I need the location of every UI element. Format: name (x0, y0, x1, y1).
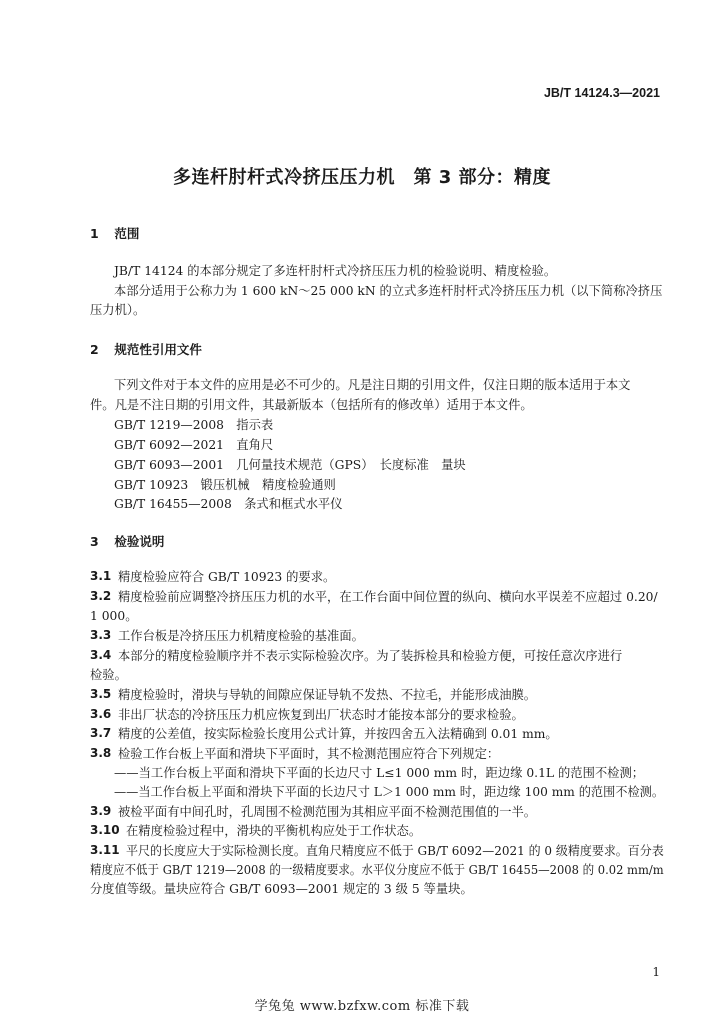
page-number: 1 (652, 965, 660, 979)
references-intro-line: 件。凡是不注日期的引用文件，其最新版本（包括所有的修改单）适用于本文件。 (90, 398, 533, 412)
document-title: 多连杆肘杆式冷挤压压力机 第 3 部分：精度 (172, 167, 552, 188)
clause-text: 精度的公差值，按实际检验长度用公式计算，并按四舍五入法精确到 0.01 mm。 (118, 727, 558, 741)
clause-number: 3.9 (90, 804, 112, 818)
clause-text: 工作台板是冷挤压压力机精度检验的基准面。 (118, 629, 364, 643)
clause-text: 检验工作台板上平面和滑块下平面时，其不检测范围应符合下列规定： (118, 747, 500, 761)
clause-number: 3.4 (90, 648, 112, 662)
references-intro-line: 下列文件对于本文件的应用是必不可少的。凡是注日期的引用文件，仅注日期的版本适用于本文 (114, 378, 631, 392)
clause-list-item: ——当工作台板上平面和滑块下平面的长边尺寸 L≤1 000 mm 时，距边缘 0.1L 的范围不检测； (114, 766, 645, 780)
clause-text: 精度检验应符合 GB/T 10923 的要求。 (118, 570, 336, 584)
section-number: 1 (90, 226, 99, 241)
section-heading-inspection (90, 532, 164, 550)
scope-paragraph-line: 本部分适用于公称力为 1 600 kN～25 000 kN 的立式多连杆肘杆式冷挤压压力机（以下简称冷挤压 (114, 284, 663, 298)
clause-text: 在精度检验过程中，滑块的平衡机构应处于工作状态。 (126, 824, 422, 838)
clause-text: 非出厂状态的冷挤压压力机应恢复到出厂状态时才能按本部分的要求检验。 (118, 708, 524, 722)
scope-paragraph-line: JB/T 14124 的本部分规定了多连杆肘杆式冷挤压压力机的检验说明、精度检验。 (114, 264, 557, 278)
reference-item: GB/T 6092—2021 直角尺 (114, 438, 274, 452)
clause-number: 3.11 (90, 843, 120, 857)
section-number: 3 (90, 534, 99, 549)
standard-code: JB/T 14124.3—2021 (543, 86, 660, 100)
section-heading-scope (90, 224, 139, 242)
clause-number: 3.8 (90, 746, 112, 760)
clause-number: 3.2 (90, 589, 112, 603)
clause-text: 精度检验时，滑块与导轨的间隙应保证导轨不发热、不拉毛，并能形成油膜。 (118, 688, 537, 702)
clause-text: 精度应不低于 GB/T 1219—2008 的一级精度要求。水平仪分度应不低于 GB/T 16455—2008 的 0.02 mm/m (90, 863, 664, 877)
reference-item: GB/T 1219—2008 指示表 (114, 418, 274, 432)
reference-item: GB/T 10923 锻压机械 精度检验通则 (114, 478, 336, 492)
clause-number: 3.6 (90, 707, 112, 721)
section-title: 检验说明 (114, 534, 165, 549)
clause-number: 3.3 (90, 628, 112, 642)
clause-text: 分度值等级。量块应符合 GB/T 6093—2001 规定的 3 级 5 等量块。 (90, 882, 473, 896)
clause-text: 本部分的精度检验顺序并不表示实际检验次序。为了装拆检具和检验方便，可按任意次序进行 (118, 649, 623, 663)
clause-number: 3.7 (90, 726, 112, 740)
clause-text: 平尺的长度应大于实际检测长度。直角尺精度应不低于 GB/T 6092—2021 的 0 级精度要求。百分表 (126, 844, 664, 858)
clause-text: 1 000。 (90, 609, 138, 623)
section-title: 范围 (114, 226, 140, 241)
clause-list-item: ——当工作台板上平面和滑块下平面的长边尺寸 L＞1 000 mm 时，距边缘 100 mm 的范围不检测。 (114, 785, 665, 799)
clause-number: 3.10 (90, 823, 120, 837)
section-heading-references (90, 340, 202, 358)
reference-item: GB/T 16455—2008 条式和框式水平仪 (114, 497, 343, 511)
clause-text: 被检平面有中间孔时，孔周围不检测范围为其相应平面不检测范围值的一半。 (118, 805, 537, 819)
reference-item: GB/T 6093—2001 几何量技术规范（GPS） 长度标准 量块 (114, 458, 466, 472)
clause-number: 3.5 (90, 687, 112, 701)
clause-text: 检验。 (90, 668, 127, 682)
clause-number: 3.1 (90, 569, 112, 583)
scope-paragraph-line: 压力机）。 (90, 303, 146, 317)
footer-watermark: 学兔兔 www.bzfxw.com 标准下载 (254, 999, 470, 1014)
section-number: 2 (90, 342, 99, 357)
clause-text: 精度检验前应调整冷挤压压力机的水平，在工作台面中间位置的纵向、横向水平误差不应超过 0.20/ (118, 590, 658, 604)
section-title: 规范性引用文件 (114, 342, 202, 357)
